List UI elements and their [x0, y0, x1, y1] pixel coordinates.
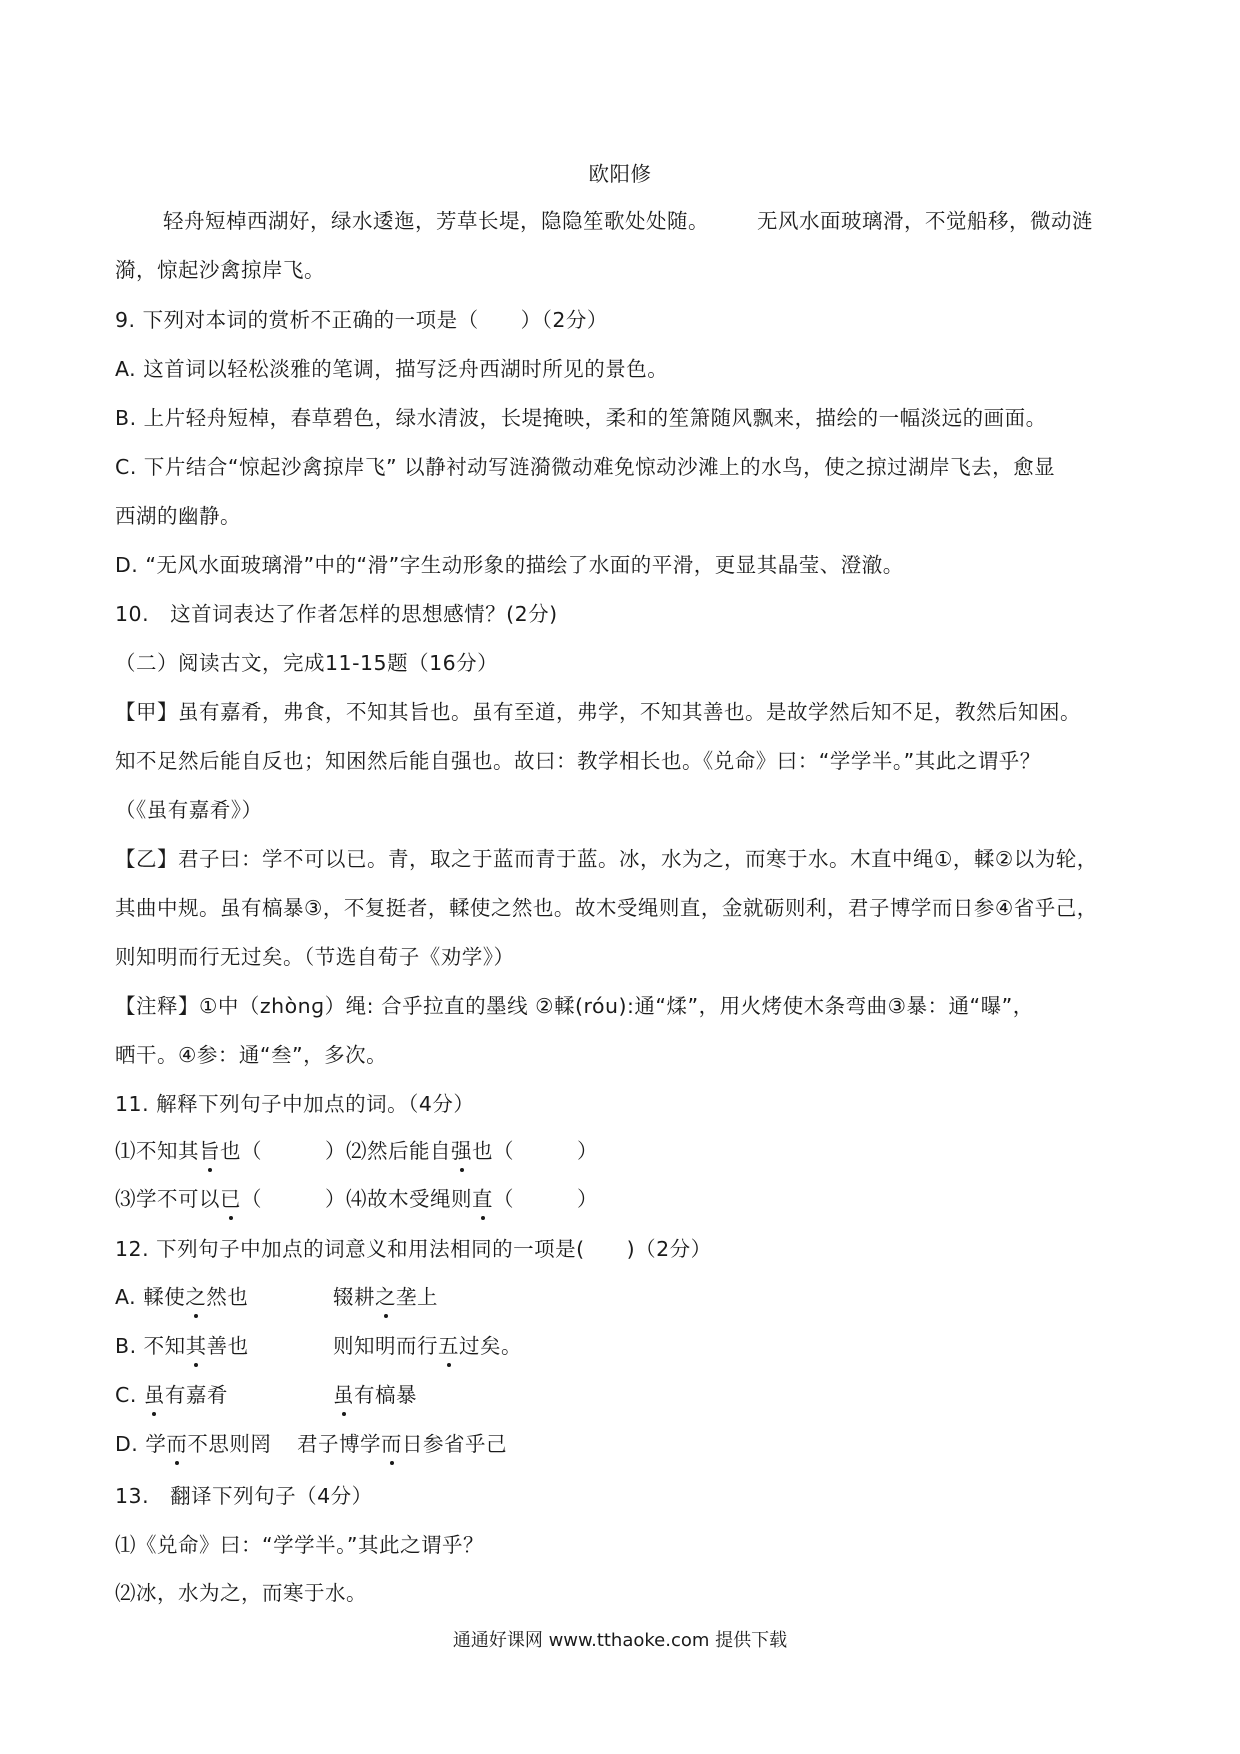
text-span: 不思则罔: [187, 1432, 272, 1456]
text-span: ⑷故木受绳则: [346, 1187, 472, 1211]
notes-line2: 晒干。④参：通“叁”，多次。: [115, 1043, 388, 1067]
q12-option-b: [115, 1331, 1130, 1361]
text-span: 日参省乎己: [402, 1432, 507, 1456]
footer-download-note: 通通好课网 www.tthaoke.com 提供下载: [452, 1630, 788, 1651]
text-span: A. 輮使: [115, 1285, 186, 1309]
dotted-word: 直: [472, 1184, 493, 1214]
text-span: ⑴不知其: [115, 1139, 199, 1163]
passage-jia-line1: 【甲】虽有嘉肴，弗食，不知其旨也。虽有至道，弗学，不知其善也。是故学然后知不足，教然后知困。: [115, 700, 1081, 724]
section-2-heading: （二）阅读古文，完成11-15题（16分）: [115, 651, 499, 675]
q9-option-d: D. “无风水面玻璃滑”中的“滑”字生动形象的描绘了水面的平滑，更显其晶莹、澄澈。: [115, 553, 904, 577]
text-span: 也（ ）: [472, 1139, 598, 1163]
q13-sentence-1: ⑴《兑命》曰：“学学半。”其此之谓乎？: [115, 1533, 484, 1557]
q12-option-a: [115, 1282, 1130, 1312]
text-span: 垄上: [396, 1285, 438, 1309]
text-span: 有嘉肴: [164, 1383, 228, 1407]
text-span: 君子博学: [297, 1432, 381, 1456]
text-span: 善也: [206, 1334, 249, 1358]
passage-yi-line3: 则知明而行无过矣。（节选自荀子《劝学》）: [115, 945, 515, 969]
text-span: ⑶学不可以: [115, 1187, 220, 1211]
dotted-word: 之: [185, 1282, 206, 1312]
passage-yi-line2: 其曲中规。虽有槁暴③，不复挺者，輮使之然也。故木受绳则直，金就砺则利，君子博学而日参④省乎己，: [115, 896, 1098, 920]
poem-line-1a: 轻舟短棹西湖好，绿水逶迤，芳草长堤，隐隐笙歌处处随。: [163, 209, 709, 233]
text-span: 则知明而行: [333, 1334, 438, 1358]
dotted-word: 已: [220, 1184, 241, 1214]
dotted-word: 五: [438, 1331, 459, 1361]
dotted-word: 之: [375, 1282, 396, 1312]
text-span: C.: [115, 1383, 144, 1407]
text-span: （ ）: [241, 1187, 346, 1211]
text-span: ⑵然后能自: [346, 1139, 451, 1163]
notes-line1: 【注释】①中（zhònɡ）绳: 合乎拉直的墨线 ②輮(róu):通“煣”，用火烤使木条弯曲③暴：通“曝”，: [115, 994, 1034, 1018]
q9-option-c-line2: 西湖的幽静。: [115, 504, 241, 528]
q12-option-d: [115, 1429, 1130, 1459]
q9-option-b: B. 上片轻舟短棹，春草碧色，绿水清波，长堤掩映，柔和的笙箫随风飘来，描绘的一幅淡远的画面。: [115, 406, 1047, 430]
text-span: 有槁暴: [354, 1383, 417, 1407]
q13-sentence-2: ⑵冰，水为之，而寒于水。: [115, 1581, 367, 1605]
dotted-word: 其: [186, 1331, 207, 1361]
dotted-word: 强: [451, 1136, 472, 1166]
q9-option-a: A. 这首词以轻松淡雅的笔调，描写泛舟西湖时所见的景色。: [115, 357, 669, 381]
text-span: 辍耕: [333, 1285, 375, 1309]
poem-author: 欧阳修: [588, 162, 652, 186]
text-span: 过矣。: [459, 1334, 522, 1358]
text-span: （ ）: [493, 1187, 598, 1211]
q10-stem: 10. 这首词表达了作者怎样的思想感情？(2分): [115, 602, 558, 626]
dotted-word: 虽: [144, 1380, 165, 1410]
text-span: 然也: [206, 1285, 249, 1309]
dotted-word: 旨: [199, 1136, 220, 1166]
poem-line-2: 漪，惊起沙禽掠岸飞。: [115, 258, 325, 282]
passage-jia-line2: 知不足然后能自反也；知困然后能自强也。故曰：教学相长也。《兑命》曰：“学学半。”其此之谓乎？: [115, 749, 1041, 773]
text-span: B. 不知: [115, 1334, 186, 1358]
poem-line-1: [163, 206, 1130, 236]
passage-yi-line1: 【乙】君子曰：学不可以已。青，取之于蓝而青于蓝。冰，水为之，而寒于水。木直中绳①，輮②以为轮，: [115, 847, 1098, 871]
q12-stem: 12. 下列句子中加点的词意义和用法相同的一项是( )（2分）: [115, 1237, 712, 1261]
q12-option-c: [115, 1380, 1130, 1410]
dotted-word: 而: [166, 1429, 187, 1459]
text-span: D. 学: [115, 1432, 167, 1456]
passage-jia-source: （《虽有嘉肴》）: [115, 798, 263, 822]
poem-line-1b: 无风水面玻璃滑，不觉船移，微动涟: [757, 209, 1093, 233]
dotted-word: 而: [381, 1429, 402, 1459]
q9-option-c-line1: C. 下片结合“惊起沙禽掠岸飞” 以静衬动写涟漪微动难免惊动沙滩上的水鸟，使之掠过湖岸飞去，愈显: [115, 455, 1056, 479]
q11-stem: 11. 解释下列句子中加点的词。（4分）: [115, 1092, 475, 1116]
q13-stem: 13. 翻译下列句子（4分）: [115, 1484, 373, 1508]
q11-row2: [115, 1184, 1130, 1214]
q9-stem: 9. 下列对本词的赏析不正确的一项是（ ）（2分）: [115, 308, 608, 332]
dotted-word: 虽: [333, 1380, 354, 1410]
text-span: 也（ ）: [220, 1139, 346, 1163]
q11-row1: [115, 1136, 1130, 1166]
